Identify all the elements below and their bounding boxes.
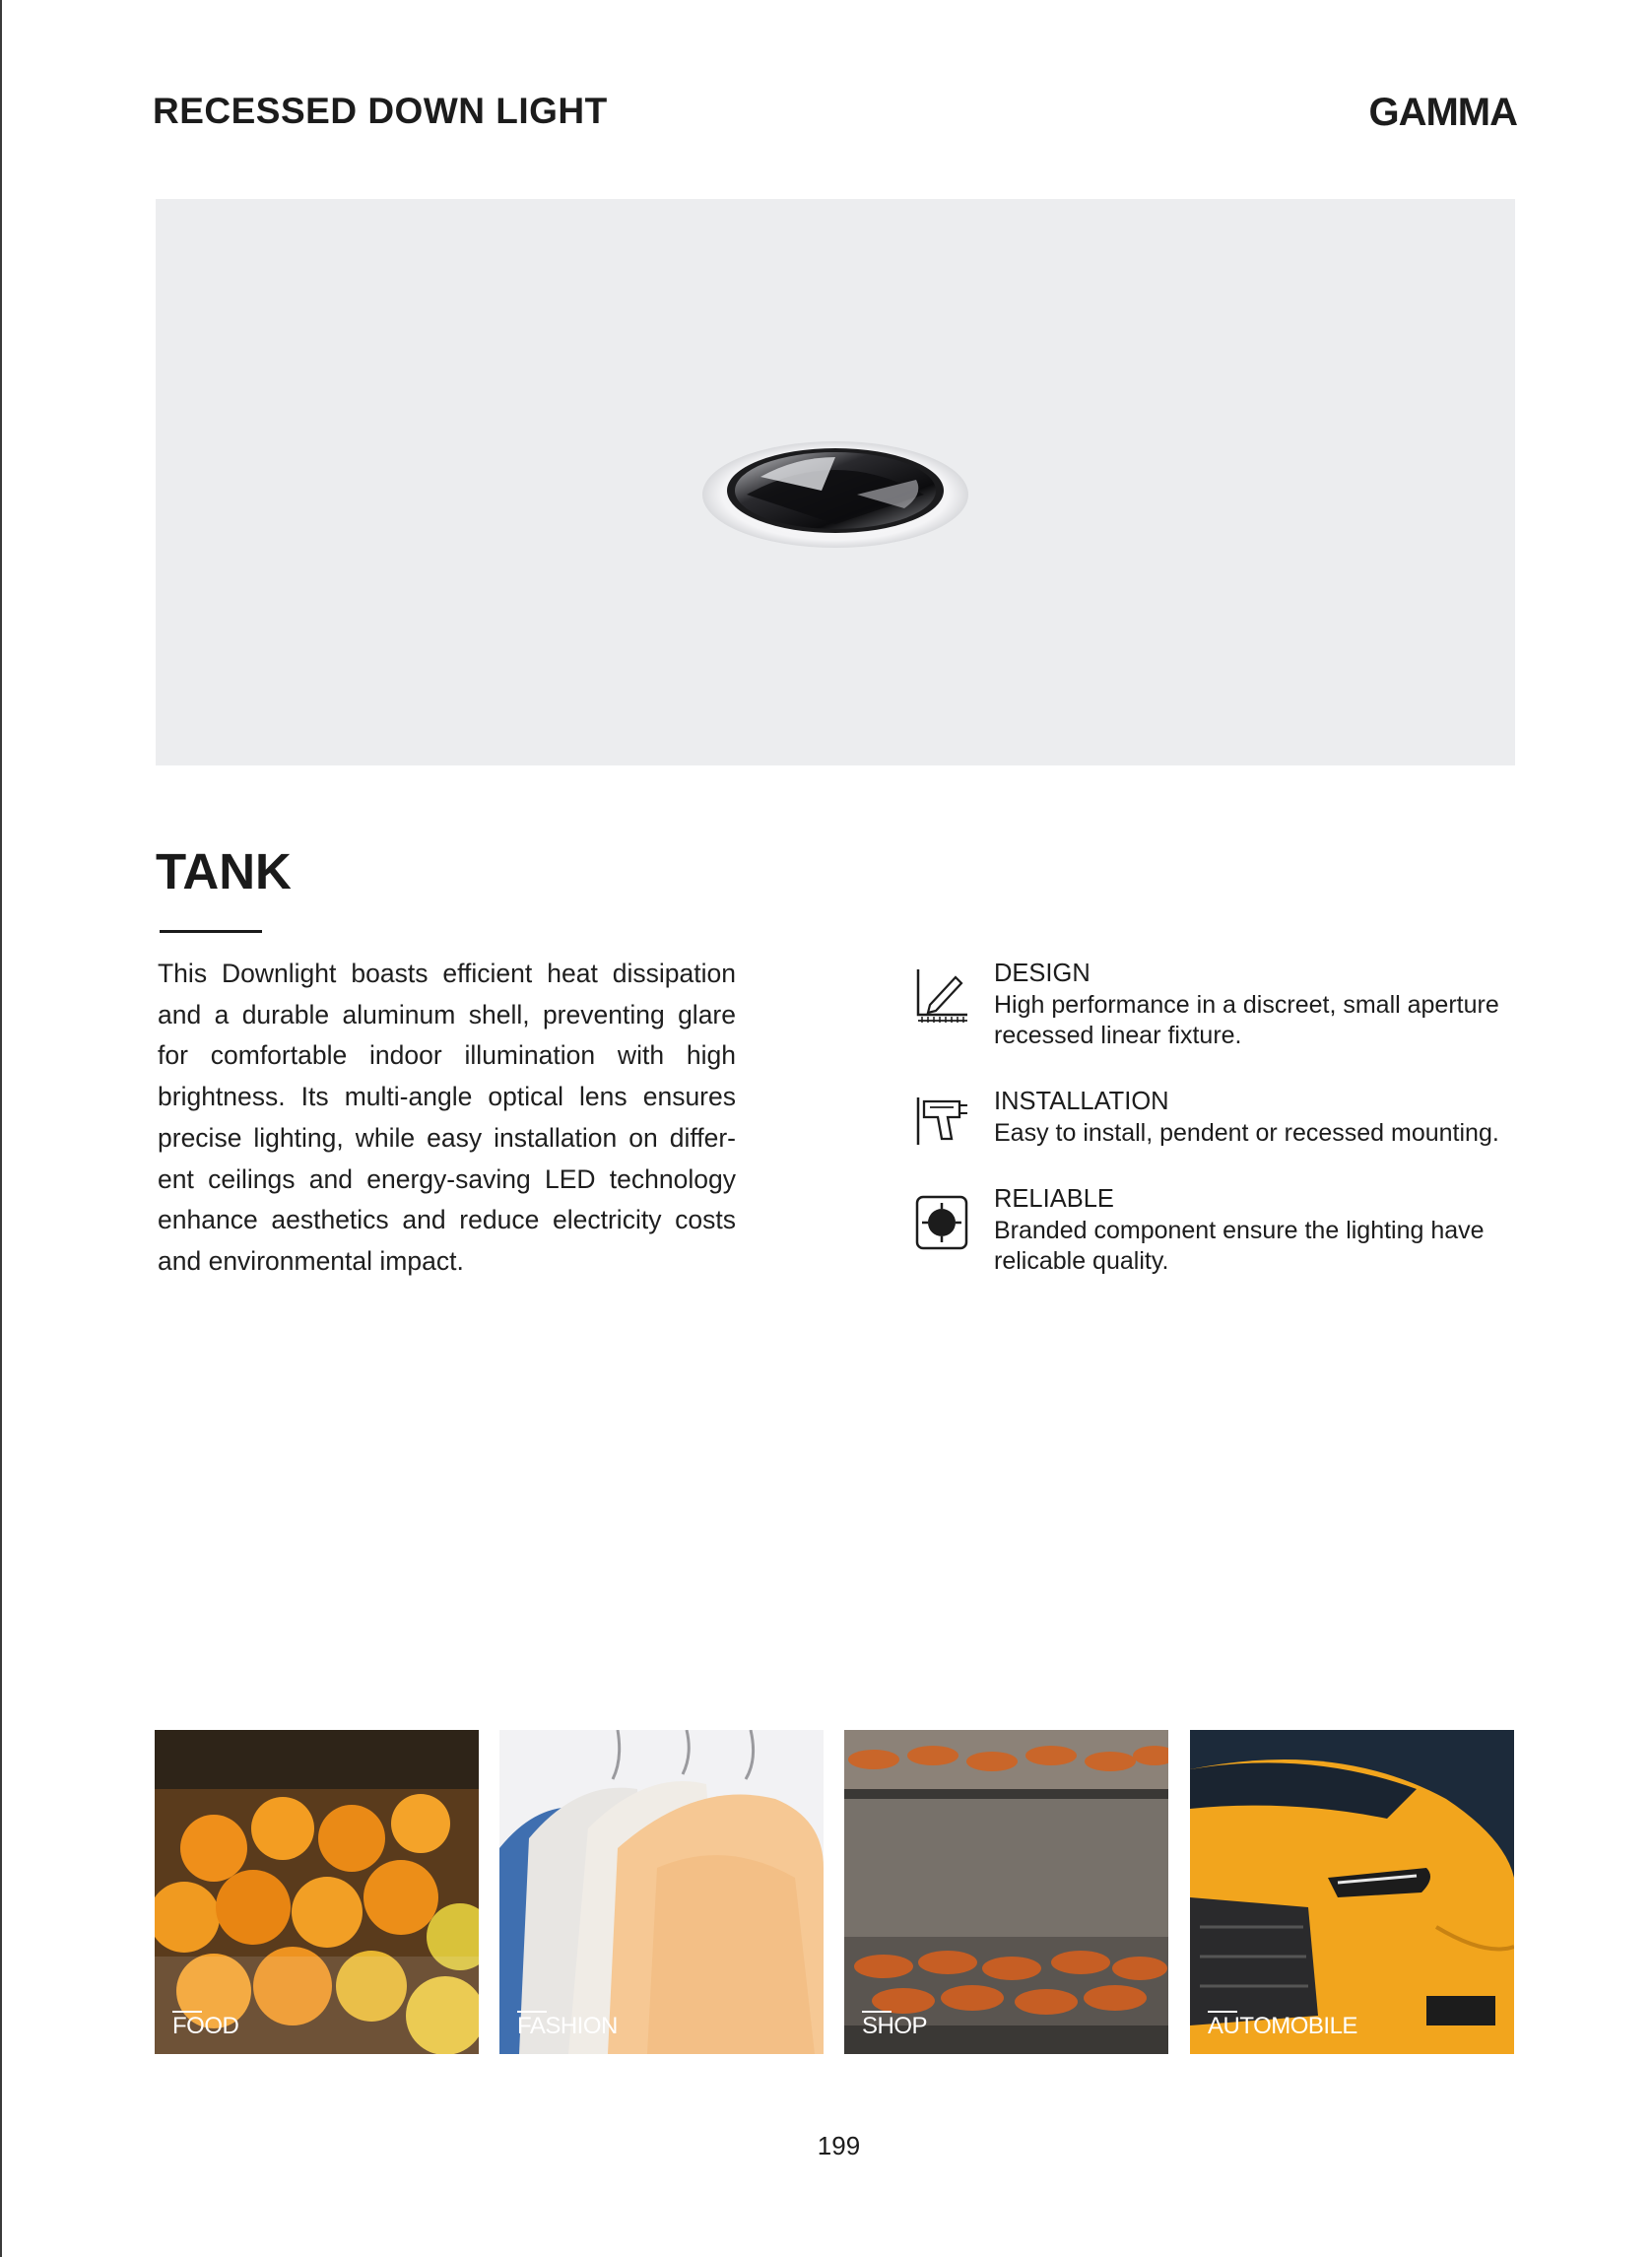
product-name: TANK — [156, 843, 292, 899]
page-edge-line — [0, 0, 2, 2257]
application-tile-fashion — [499, 1730, 824, 2054]
product-hero-image — [156, 199, 1515, 765]
tile-label: FASHION — [517, 2013, 618, 2039]
pencil-ruler-icon — [914, 965, 971, 1027]
tile-label: FOOD — [172, 2013, 239, 2039]
car-photo — [1190, 1730, 1514, 2054]
oranges-photo — [155, 1730, 479, 2054]
feature-text: High performance in a discreet, small aperture recessed linear fixture. — [994, 991, 1499, 1049]
section-title: RECESSED DOWN LIGHT — [153, 91, 608, 131]
application-tile-food — [155, 1730, 479, 2054]
title-underline — [160, 930, 262, 933]
feature-text: Easy to install, pendent or recessed mounting. — [994, 1119, 1499, 1147]
page-number: 199 — [817, 2131, 861, 2160]
feature-title: DESIGN — [994, 960, 1090, 987]
shirts-photo — [499, 1730, 824, 2054]
drill-icon — [914, 1094, 971, 1155]
feature-title: INSTALLATION — [994, 1088, 1169, 1115]
product-description: This Downlight boasts efficient heat dissipation and a durable aluminum shell, preventing glare for comfortable indoor illumination with high brightness. Its multi-angle optical lens ensures precise lighting, while easy installation on differ-ent ceilings and energy-saving LED technology enhance aesthetics and reduce electricity costs and environmental impact. — [158, 959, 736, 1276]
application-tile-shop — [844, 1730, 1168, 2054]
application-tile-automobile — [1190, 1730, 1514, 2054]
tile-label: AUTOMOBILE — [1208, 2013, 1357, 2039]
feature-text: Branded component ensure the lighting have relicable quality. — [994, 1217, 1485, 1275]
component-icon — [914, 1191, 971, 1252]
bowls-photo — [844, 1730, 1168, 2054]
downlight-illustration — [156, 199, 1515, 765]
brand-logo: GAMMA — [1368, 91, 1517, 134]
feature-title: RELIABLE — [994, 1185, 1114, 1213]
tile-label: SHOP — [862, 2013, 928, 2039]
